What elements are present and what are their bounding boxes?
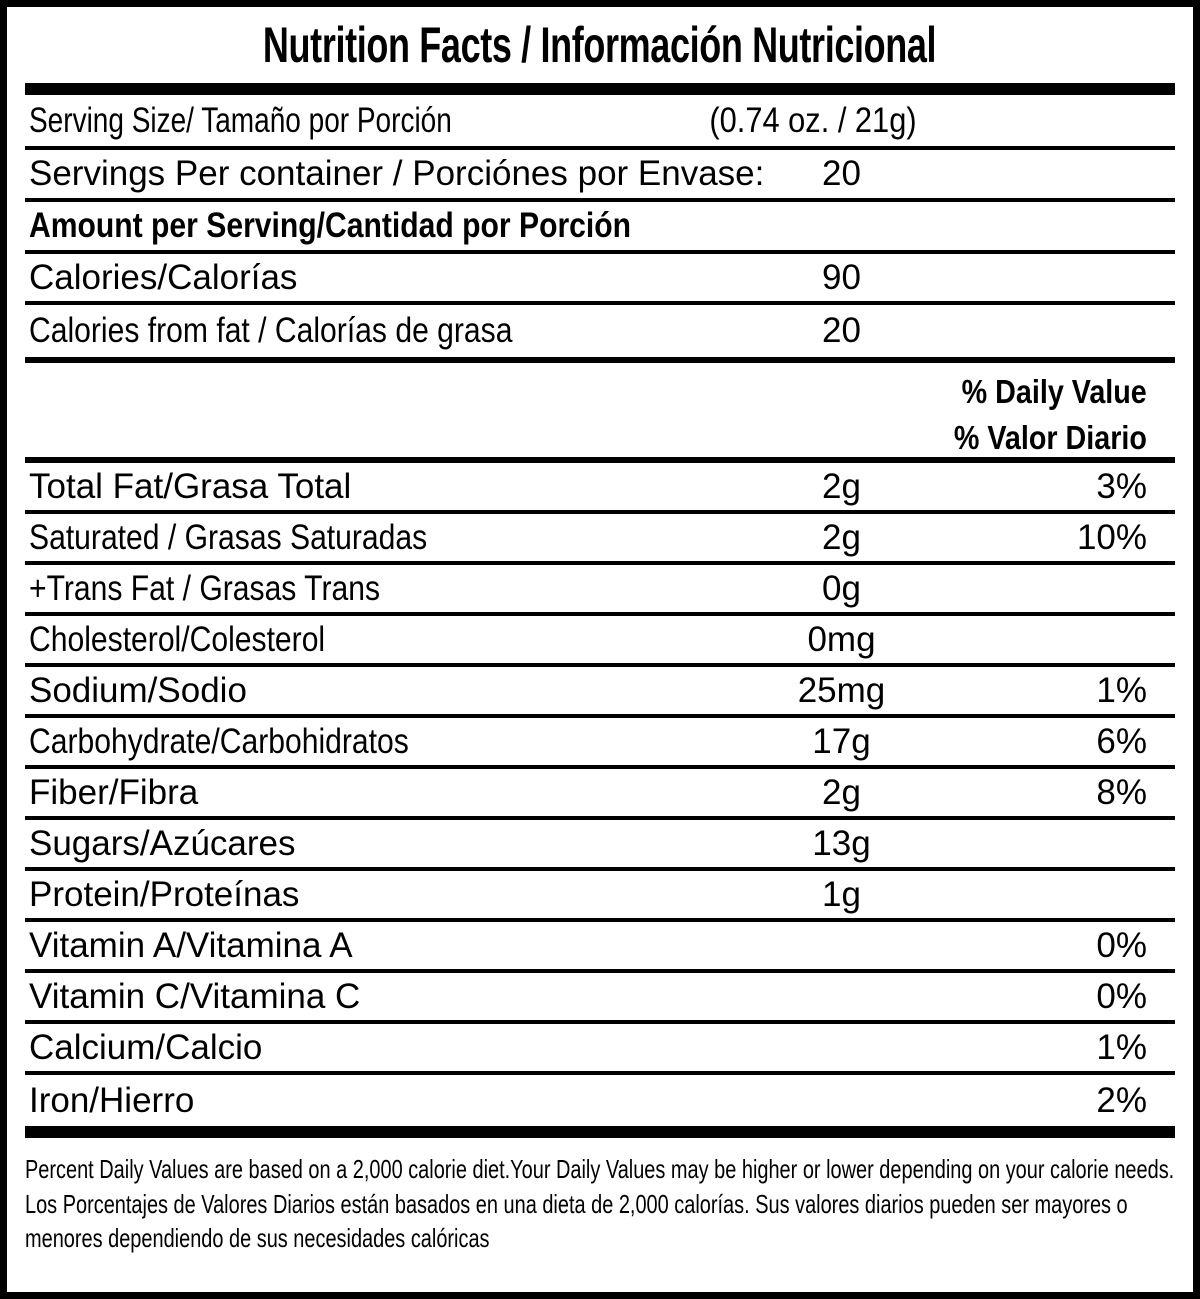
nutrient-label: Iron/Hierro <box>29 1080 195 1120</box>
nutrient-daily-value: 1% <box>1096 670 1147 710</box>
nutrient-row-carbohydrate <box>25 718 1175 769</box>
nutrient-daily-value: 0% <box>1096 925 1147 965</box>
footnote-spanish: Los Porcentajes de Valores Diarios están basados en una dieta de 2,000 calorías. Sus valores diarios pueden ser mayores o menores dependiendo de sus necesidades calóricas <box>25 1188 1128 1253</box>
nutrient-amount: 0mg <box>807 619 876 659</box>
nutrient-row-protein <box>25 871 1175 922</box>
servings-per-container-value: 20 <box>822 154 861 193</box>
nutrient-row-sugars <box>25 820 1175 871</box>
calories-from-fat-label: Calories from fat / Calorías de grasa <box>29 311 513 350</box>
footnote-english: Percent Daily Values are based on a 2,000 calorie diet.Your Daily Values may be higher or lower depending on your calorie needs. <box>25 1154 1175 1184</box>
nutrient-amount: 2g <box>822 772 861 812</box>
serving-size-row <box>25 95 1175 150</box>
footnotes-section <box>25 1138 1175 1256</box>
nutrient-row-sodium <box>25 667 1175 718</box>
nutrient-amount: 0g <box>822 568 861 608</box>
nutrient-daily-value: 1% <box>1096 1027 1147 1067</box>
nutrient-label: Protein/Proteínas <box>29 874 300 914</box>
daily-value-header <box>25 363 1175 463</box>
amount-per-serving-header-row <box>25 202 1175 254</box>
nutrient-row-iron <box>25 1075 1175 1126</box>
nutrient-amount: 17g <box>812 721 871 761</box>
nutrient-amount: 13g <box>812 823 871 863</box>
nutrient-row-fiber <box>25 769 1175 820</box>
nutrient-label: Fiber/Fibra <box>29 772 199 812</box>
nutrient-daily-value: 6% <box>1096 721 1147 761</box>
calories-row <box>25 254 1175 305</box>
nutrient-daily-value: 0% <box>1096 976 1147 1016</box>
nutrient-label: Carbohydrate/Carbohidratos <box>29 721 409 761</box>
nutrient-amount: 1g <box>822 874 861 914</box>
nutrient-amount: 2g <box>822 517 861 557</box>
nutrient-row-vitamin-c <box>25 973 1175 1024</box>
label-title: Nutrition Facts / Información Nutricional <box>263 17 937 73</box>
serving-size-value: (0.74 oz. / 21g) <box>709 100 917 140</box>
nutrient-label: Vitamin C/Vitamina C <box>29 976 361 1016</box>
servings-per-container-row <box>25 150 1175 202</box>
header-separator-bar <box>25 83 1175 95</box>
nutrient-row-vitamin-a <box>25 922 1175 973</box>
nutrient-daily-value: 2% <box>1096 1080 1147 1120</box>
nutrient-daily-value: 3% <box>1096 466 1147 506</box>
nutrient-label: Vitamin A/Vitamina A <box>29 925 353 965</box>
calories-label: Calories/Calorías <box>29 257 298 297</box>
nutrient-row-total-fat <box>25 463 1175 514</box>
nutrient-label: Saturated / Grasas Saturadas <box>29 517 428 557</box>
nutrient-row-cholesterol <box>25 616 1175 667</box>
nutrient-daily-value: 10% <box>1076 517 1147 557</box>
calories-from-fat-value: 20 <box>822 311 861 350</box>
amount-per-serving-header: Amount per Serving/Cantidad por Porción <box>29 206 632 245</box>
daily-value-header-en: % Daily Value <box>961 373 1147 410</box>
footer-separator-bar <box>25 1126 1175 1138</box>
calories-from-fat-row <box>25 305 1175 363</box>
nutrient-label: Total Fat/Grasa Total <box>29 466 352 506</box>
nutrient-daily-value: 8% <box>1096 772 1147 812</box>
servings-per-container-label: Servings Per container / Porciónes por Envase: <box>29 154 765 193</box>
nutrient-row-saturated-fat <box>25 514 1175 565</box>
nutrient-label: Calcium/Calcio <box>29 1027 263 1067</box>
nutrient-label: Cholesterol/Colesterol <box>29 619 326 659</box>
nutrient-label: +Trans Fat / Grasas Trans <box>29 568 381 608</box>
label-header <box>25 7 1175 83</box>
serving-size-label: Serving Size/ Tamaño por Porción <box>29 100 452 140</box>
nutrient-amount: 2g <box>822 466 861 506</box>
nutrient-row-trans-fat <box>25 565 1175 616</box>
calories-value: 90 <box>822 257 861 297</box>
nutrient-row-calcium <box>25 1024 1175 1075</box>
daily-value-header-es: % Valor Diario <box>953 419 1147 456</box>
nutrient-label: Sugars/Azúcares <box>29 823 296 863</box>
nutrient-label: Sodium/Sodio <box>29 670 247 710</box>
nutrient-amount: 25mg <box>797 670 886 710</box>
